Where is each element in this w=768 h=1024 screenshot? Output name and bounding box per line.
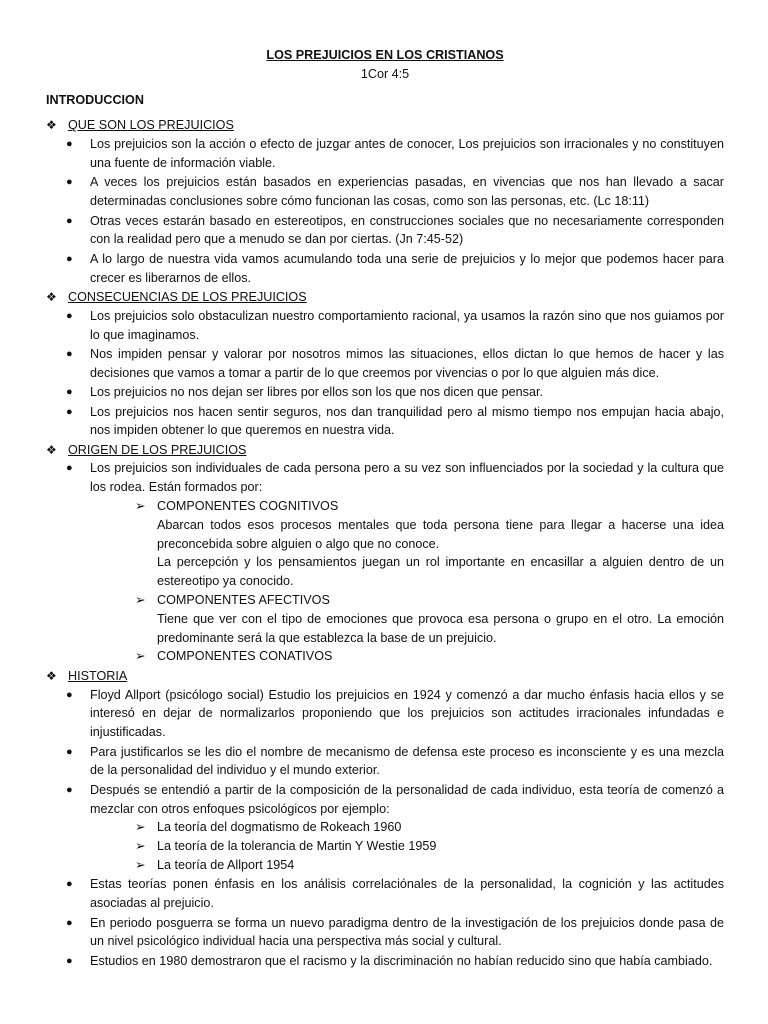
bullet-item <box>46 307 724 345</box>
diamond-bullet-icon: ❖ <box>46 289 57 304</box>
sub-item <box>135 837 724 856</box>
sub-list <box>90 818 724 874</box>
bullet-content <box>90 952 724 971</box>
sub-heading-text: COMPONENTES CONATIVOS <box>157 649 333 664</box>
bullet-item <box>46 952 724 971</box>
bullet-text: Los prejuicios solo obstaculizan nuestro comportamiento racional, ya usamos la razón sino que nos guiamos por lo que imaginamos. <box>90 308 724 342</box>
bullet-content <box>90 743 724 781</box>
bullet-item <box>46 686 724 742</box>
bullet-item <box>46 914 724 952</box>
bullet-item <box>46 135 724 173</box>
bullet-text: Estudios en 1980 demostraron que el racismo y la discriminación no habían reducido sino que había cambiado. <box>90 953 713 968</box>
bullet-item <box>46 403 724 441</box>
bullet-text: Los prejuicios son individuales de cada persona pero a su vez son influenciados por la sociedad y la cultura que los rodea. Están formados por: <box>90 461 724 495</box>
sub-paragraph: Tiene que ver con el tipo de emociones que provoca esa persona o grupo en el otro. La emoción predominante será la que establezca la base de un prejuicio. <box>157 611 724 645</box>
bullet-dot-icon: ● <box>66 405 73 418</box>
bullet-list <box>46 135 724 287</box>
sub-paragraph: Abarcan todos esos procesos mentales que toda persona tiene para llegar a hacerse una idea preconcebida sobre alguien o algo que no conoce. <box>157 517 724 551</box>
bullet-text: Para justificarlos se les dio el nombre de mecanismo de defensa este proceso es inconsciente y es una mezcla de la personalidad del individuo y el mundo exterior. <box>90 744 724 778</box>
bullet-text: Nos impiden pensar y valorar por nosotros mimos las situaciones, ellos dictan lo que hemos de hacer y las decisiones que vamos a tomar a partir de lo que creemos por vivencias o por lo que alguien más dice. <box>90 346 724 380</box>
bullet-content <box>90 403 724 441</box>
bullet-content <box>90 781 724 875</box>
bullet-text: Después se entendió a partir de la composición de la personalidad de cada individuo, esta teoría de comenzó a mezclar con otros enfoques psicológicos por ejemplo: <box>90 782 724 816</box>
arrow-bullet-icon: ➢ <box>135 593 146 608</box>
bullet-item <box>46 875 724 913</box>
section-title: ORIGEN DE LOS PREJUICIOS <box>68 442 247 457</box>
section-title: HISTORIA <box>68 668 128 683</box>
bullet-text: A veces los prejuicios están basados en experiencias pasadas, en vivencias que nos han llevado a sacar determinadas conclusiones sobre cómo funcionan las cosas, como son las personas, etc. (Lc 18:11) <box>90 175 724 209</box>
section-heading <box>46 288 724 307</box>
sub-heading-text: La teoría del dogmatismo de Rokeach 1960 <box>157 820 402 835</box>
bullet-content <box>90 135 724 173</box>
sub-heading-text: COMPONENTES AFECTIVOS <box>157 593 330 608</box>
bullet-list <box>46 459 724 666</box>
bullet-dot-icon: ● <box>66 916 73 929</box>
section-heading <box>46 667 724 686</box>
bullet-content <box>90 914 724 952</box>
bullet-text: Los prejuicios no nos dejan ser libres por ellos son los que nos dicen que pensar. <box>90 385 543 400</box>
intro-heading: INTRODUCCION <box>46 92 144 107</box>
section <box>46 116 724 287</box>
bullet-content <box>90 250 724 288</box>
bullet-dot-icon: ● <box>66 688 73 701</box>
bullet-content <box>90 173 724 211</box>
sub-item <box>135 856 724 875</box>
bullet-item <box>46 345 724 383</box>
bullet-text: Los prejuicios son la acción o efecto de juzgar antes de conocer, Los prejuicios son irracionales y no constituyen una fuente de información viable. <box>90 137 724 170</box>
bullet-dot-icon: ● <box>66 462 73 475</box>
sub-heading <box>135 837 724 856</box>
sub-list <box>90 497 724 666</box>
sub-heading <box>135 591 724 610</box>
bullet-item <box>46 250 724 288</box>
bullet-dot-icon: ● <box>66 954 73 967</box>
bullet-dot-icon: ● <box>66 309 73 322</box>
bullet-list <box>46 686 724 971</box>
bullet-dot-icon: ● <box>66 214 73 227</box>
bullet-text: A lo largo de nuestra vida vamos acumulando toda una serie de prejuicios y lo mejor que podemos hacer para crecer es liberarnos de ellos. <box>90 251 724 285</box>
sub-item <box>135 497 724 591</box>
sub-item <box>135 647 724 666</box>
bullet-content <box>90 875 724 913</box>
bullet-list <box>46 307 724 440</box>
bullet-item <box>46 459 724 666</box>
sub-item <box>135 818 724 837</box>
bullet-content <box>90 307 724 345</box>
bullet-content <box>90 459 724 666</box>
bullet-text: Los prejuicios nos hacen sentir seguros, nos dan tranquilidad pero al mismo tiempo nos empujan hacia abajo, nos impiden obtener lo que queremos en nuestra vida. <box>90 404 724 438</box>
bullet-dot-icon: ● <box>66 138 73 151</box>
section <box>46 441 724 667</box>
bullet-text: Estas teorías ponen énfasis en los análisis correlaciónales de la personalidad, la cognición y las actitudes asociadas al prejuicio. <box>90 877 724 911</box>
section-title: QUE SON LOS PREJUICIOS <box>68 118 234 133</box>
bullet-dot-icon: ● <box>66 783 73 796</box>
bullet-content <box>90 383 724 402</box>
bullet-item <box>46 383 724 402</box>
document-title: LOS PREJUICIOS EN LOS CRISTIANOS <box>266 48 504 62</box>
bullet-dot-icon: ● <box>66 347 73 360</box>
section-heading <box>46 441 724 460</box>
section <box>46 667 724 971</box>
sub-item <box>135 591 724 647</box>
bullet-item <box>46 173 724 211</box>
diamond-bullet-icon: ❖ <box>46 442 57 457</box>
sections-container <box>46 116 724 970</box>
sub-paragraph: La percepción y los pensamientos juegan un rol importante en encasillar a alguien dentro de un estereotipo ya conocido. <box>157 555 724 589</box>
sub-heading-text: COMPONENTES COGNITIVOS <box>157 499 339 514</box>
bullet-content <box>90 212 724 250</box>
bullet-dot-icon: ● <box>66 252 73 265</box>
document-subtitle: 1Cor 4:5 <box>360 66 410 81</box>
bullet-content <box>90 345 724 383</box>
section-title: CONSECUENCIAS DE LOS PREJUICIOS <box>68 289 307 304</box>
bullet-dot-icon: ● <box>66 176 73 189</box>
bullet-text: Floyd Allport (psicólogo social) Estudio los prejuicios en 1924 y comenzó a dar mucho énfasis hacia ellos y se interesó en dejar de normalizarlos proponiendo que los prejuicios son actitudes irracionales infundadas e injustificadas. <box>90 687 724 740</box>
sub-heading <box>135 818 724 837</box>
diamond-bullet-icon: ❖ <box>46 668 57 683</box>
sub-heading-text: La teoría de la tolerancia de Martin Y Westie 1959 <box>157 839 437 854</box>
bullet-dot-icon: ● <box>66 745 73 758</box>
bullet-item <box>46 212 724 250</box>
bullet-item <box>46 781 724 875</box>
sub-heading <box>135 647 724 666</box>
bullet-item <box>46 743 724 781</box>
bullet-text: Otras veces estarán basado en estereotipos, en construcciones sociales que no necesariamente corresponden con la realidad pero que a menudo se dan por ciertas. (Jn 7:45-52) <box>90 213 724 247</box>
diamond-bullet-icon: ❖ <box>46 118 57 133</box>
arrow-bullet-icon: ➢ <box>135 499 146 514</box>
sub-heading <box>135 497 724 516</box>
sub-heading <box>135 856 724 875</box>
section <box>46 288 724 440</box>
bullet-text: En periodo posguerra se forma un nuevo paradigma dentro de la investigación de los prejuicios donde pasa de un nivel psicológico individual hacia una perspectiva más social y cultural. <box>90 915 724 949</box>
arrow-bullet-icon: ➢ <box>135 858 146 872</box>
arrow-bullet-icon: ➢ <box>135 839 146 854</box>
sub-heading-text: La teoría de Allport 1954 <box>157 858 295 872</box>
bullet-dot-icon: ● <box>66 386 73 399</box>
bullet-dot-icon: ● <box>66 878 73 891</box>
arrow-bullet-icon: ➢ <box>135 649 146 664</box>
section-heading <box>46 116 724 135</box>
arrow-bullet-icon: ➢ <box>135 820 146 835</box>
bullet-content <box>90 686 724 742</box>
